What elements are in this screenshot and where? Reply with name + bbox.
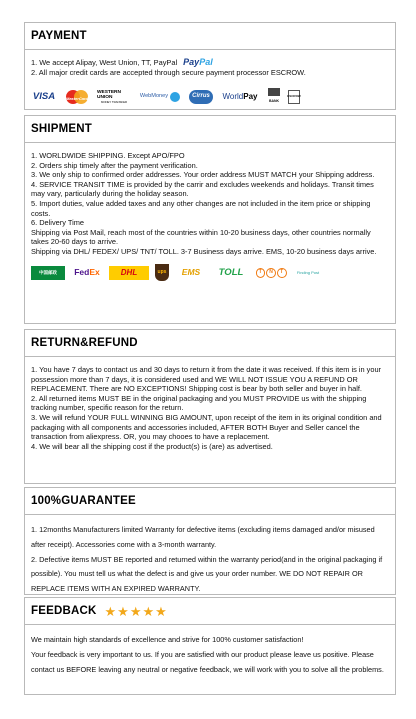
return-refund-body (25, 357, 395, 455)
carrier-logos (31, 263, 389, 283)
shipment-line: Shipping via Post Mail, reach most of the countries within 10-20 business days, other countries normally takes 20-60 days to arrive. (31, 227, 371, 247)
star-icon: ★ (117, 603, 129, 619)
shipment-title: SHIPMENT (31, 123, 93, 135)
return-refund-line: 1. You have 7 days to contact us and 30 days to return it from the date it was received. If this item is in your possession more than 7 days, it is considered used and WE WILL NOT ISSUE YOU A REFUND OR REPLACEMENT. There are NO EXCEPTIONS! Shipping cost is bear by both seller and buyer in half. (31, 365, 382, 394)
payment-line-text: 1. We accept Alipay, West Union, TT, PayPal (31, 58, 178, 67)
shipment-line: 1. WORLDWIDE SHIPPING. Except APO/FPO (31, 151, 185, 160)
feedback-title: FEEDBACK (31, 605, 97, 617)
ems-logo: EMS (181, 266, 201, 277)
tnt-logo (255, 266, 287, 280)
webmoney-text: WebMoney (139, 93, 169, 100)
shipment-line: 2. Orders ship timely after the payment verification. (31, 160, 198, 170)
feedback-body (25, 625, 395, 681)
cirrus-logo: Cirrus (189, 90, 213, 104)
china-post-logo: 中国邮政 (31, 266, 65, 280)
feedback-line: Your feedback is very important to us. If you are satisfied with our product please leave us positive. Please contact us BEFORE leaving any neutral or negative feedback, we will work with you to solve all the problems. (31, 649, 384, 674)
star-icon: ★ (129, 603, 142, 619)
western-union-sub: MONEY TRANSFER (100, 99, 127, 104)
mastercard-logo-text: MasterCard (65, 96, 88, 102)
payment-title: PAYMENT (31, 30, 87, 42)
star-icon: ★ (104, 603, 117, 619)
feedback-line: We maintain high standards of excellence and strive for 100% customer satisfaction! (31, 635, 304, 644)
fedex-text-2: Ex (89, 266, 100, 277)
guarantee-section (24, 487, 396, 595)
payment-body (25, 50, 395, 112)
payment-line (31, 58, 389, 68)
western-union-text: WESTERN UNION (97, 89, 121, 100)
tnt-letter: T (277, 268, 287, 278)
return-refund-title: RETURN&REFUND (31, 337, 138, 349)
worldpay-logo (220, 90, 260, 104)
escrow-logo: ESCROW (288, 90, 300, 104)
visa-logo: VISA (32, 91, 56, 103)
shipment-line: 6. Delivery Time (31, 218, 84, 228)
shipment-line: 3. We only ship to confirmed order addresses. Your order address MUST MATCH your Shipping address. (31, 170, 375, 180)
guarantee-title: 100%GUARANTEE (31, 495, 136, 507)
bank-text: BANK (268, 98, 280, 103)
tnt-letter: T (256, 268, 266, 278)
toll-logo: TOLL (218, 266, 244, 278)
return-refund-line: 2. All returned items MUST BE in the original packaging and you MUST PROVIDE us with the shipping tracking number, specific reason for the return. (31, 393, 367, 413)
star-icon: ★ (142, 603, 155, 619)
shipment-line: 4. SERVICE TRANSIT TIME is provided by the carrir and excludes weekends and holidays. Transit times may vary, particularly during the holiday season. (31, 179, 374, 199)
dhl-logo: DHL (109, 266, 149, 280)
paypal-logo-pay: Pay (183, 57, 200, 67)
payment-line: 2. All major credit cards are accepted through secure payment processor ESCROW. (31, 67, 306, 77)
return-refund-section (24, 329, 396, 484)
shipment-body (25, 143, 395, 287)
return-refund-header (25, 330, 395, 357)
paypal-logo-pal: Pal (199, 57, 213, 67)
worldpay-text-2: Pay (243, 92, 258, 102)
payment-logos (31, 86, 389, 108)
payment-section (24, 22, 396, 110)
tnt-letter: N (266, 268, 276, 278)
feedback-section (24, 597, 396, 695)
fedex-text-1: Fed (74, 266, 90, 277)
feedback-stars (105, 605, 167, 618)
return-refund-line: 3. We will refund YOUR FULL WINNING BIG AMOUNT, upon receipt of the item in its original condition and packaging with all components and accessories included, AFTER BOTH Buyer and Seller cancel the transaction from aliexpress. OR, you may chooes to have a replacement. (31, 412, 382, 442)
guarantee-line: 1. 12months Manufacturers limited Warranty for defective items (excluding items damaged and/or misused after receipt). Accessories come with a 3-month warranty. (31, 525, 375, 549)
finding-post-logo: Finding Post (296, 269, 320, 275)
shipment-section (24, 115, 396, 324)
guarantee-header (25, 488, 395, 515)
payment-header (25, 23, 395, 50)
shipment-line: Shipping via DHL/ FEDEX/ UPS/ TNT/ TOLL. 3-7 Business days arrive. EMS, 10-20 business days arrive. (31, 246, 377, 256)
worldpay-text-1: World (222, 92, 244, 102)
star-icon: ★ (155, 603, 167, 619)
fedex-logo (71, 266, 103, 280)
shipment-header (25, 116, 395, 143)
western-union-logo (97, 89, 131, 105)
paypal-logo (183, 57, 213, 67)
mastercard-logo (64, 89, 90, 105)
guarantee-body (25, 515, 395, 601)
guarantee-line: 2. Defective items MUST BE reported and returned within the warranty period(and in the original packaging if possible). You must tell us what the defect is and give us your order number. WE DO NOT REPAIR OR REPLACE ITEMS WITH AN EXPIRED WARRANTY. (31, 554, 383, 594)
return-refund-line: 4. We will bear all the shipping cost if the product(s) is (are) as advertised. (31, 441, 273, 451)
ups-logo: ups (155, 264, 169, 281)
shipment-line: 5. Import duties, value added taxes and any other changes are not included in the item price or shipping costs. (31, 198, 371, 218)
bank-transfer-logo (267, 88, 281, 106)
feedback-header (25, 598, 395, 625)
webmoney-logo (138, 90, 182, 104)
